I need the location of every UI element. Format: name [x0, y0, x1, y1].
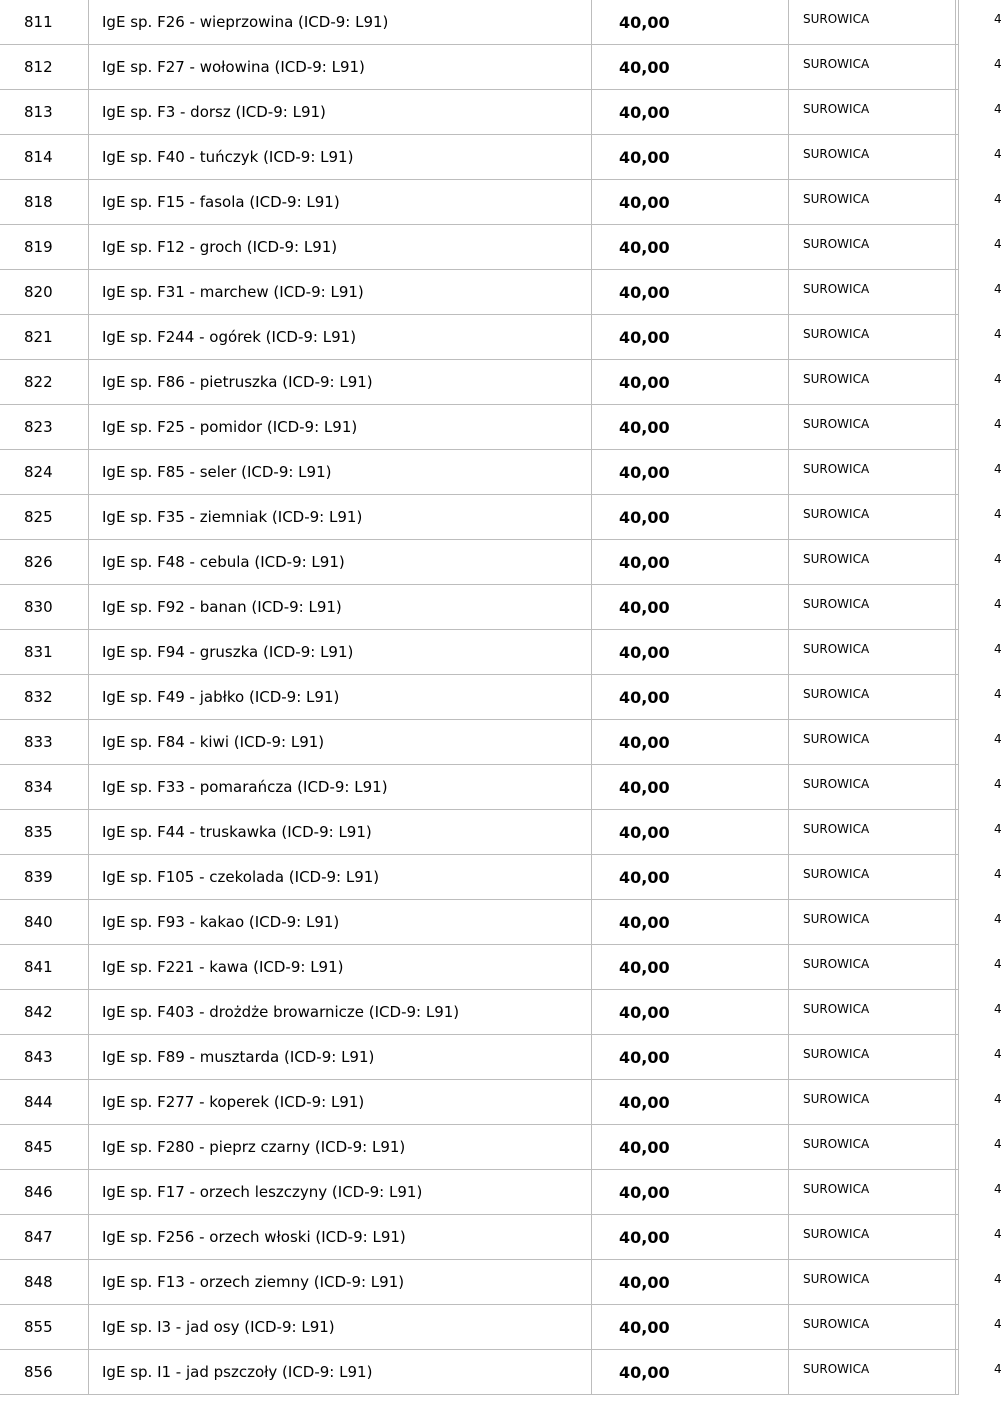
test-days-cell: [956, 180, 1002, 225]
test-material: SUROWICA: [803, 1182, 870, 1196]
test-material-cell: [789, 765, 956, 810]
test-material: SUROWICA: [803, 822, 870, 836]
test-material-cell: [789, 0, 956, 45]
test-days: 4: [994, 327, 1002, 341]
test-code: 820: [0, 270, 89, 315]
test-material: SUROWICA: [803, 57, 870, 71]
test-price: 40,00: [592, 765, 789, 810]
test-days-cell: [956, 1350, 1002, 1395]
test-days: 4: [994, 1047, 1002, 1061]
test-days-cell: [956, 990, 1002, 1035]
test-name: IgE sp. F26 - wieprzowina (ICD-9: L91): [89, 0, 592, 45]
test-material-cell: [789, 1170, 956, 1215]
test-code: 848: [0, 1260, 89, 1305]
test-name: IgE sp. F221 - kawa (ICD-9: L91): [89, 945, 592, 990]
test-days: 4: [994, 1362, 1002, 1376]
test-price: 40,00: [592, 360, 789, 405]
test-price: 40,00: [592, 1170, 789, 1215]
test-price: 40,00: [592, 1125, 789, 1170]
test-material-cell: [789, 1125, 956, 1170]
test-price: 40,00: [592, 225, 789, 270]
test-material-cell: [789, 630, 956, 675]
table-row: [0, 765, 959, 810]
test-code: 842: [0, 990, 89, 1035]
test-material: SUROWICA: [803, 597, 870, 611]
test-price: 40,00: [592, 675, 789, 720]
test-days: 4: [994, 552, 1002, 566]
table-row: [0, 45, 959, 90]
table-row: [0, 315, 959, 360]
test-code: 814: [0, 135, 89, 180]
test-material-cell: [789, 990, 956, 1035]
test-name: IgE sp. F3 - dorsz (ICD-9: L91): [89, 90, 592, 135]
test-name: IgE sp. F244 - ogórek (ICD-9: L91): [89, 315, 592, 360]
test-name: IgE sp. F85 - seler (ICD-9: L91): [89, 450, 592, 495]
test-days-cell: [956, 270, 1002, 315]
test-code: 818: [0, 180, 89, 225]
test-price: 40,00: [592, 1215, 789, 1260]
test-days: 4: [994, 687, 1002, 701]
test-days: 4: [994, 192, 1002, 206]
table-row: [0, 450, 959, 495]
test-days-cell: [956, 1215, 1002, 1260]
test-material-cell: [789, 135, 956, 180]
test-days: 4: [994, 12, 1002, 26]
test-days-cell: [956, 540, 1002, 585]
test-material-cell: [789, 1305, 956, 1350]
test-material: SUROWICA: [803, 1227, 870, 1241]
test-material-cell: [789, 180, 956, 225]
test-material-cell: [789, 450, 956, 495]
test-material: SUROWICA: [803, 1002, 870, 1016]
table-row: [0, 630, 959, 675]
test-days: 4: [994, 1227, 1002, 1241]
test-code: 812: [0, 45, 89, 90]
test-days-cell: [956, 1260, 1002, 1305]
test-material: SUROWICA: [803, 1317, 870, 1331]
test-material-cell: [789, 1260, 956, 1305]
test-days: 4: [994, 642, 1002, 656]
test-price: 40,00: [592, 855, 789, 900]
test-material: SUROWICA: [803, 777, 870, 791]
test-material-cell: [789, 315, 956, 360]
test-name: IgE sp. F33 - pomarańcza (ICD-9: L91): [89, 765, 592, 810]
test-material-cell: [789, 810, 956, 855]
test-days-cell: [956, 630, 1002, 675]
test-code: 846: [0, 1170, 89, 1215]
test-days: 4: [994, 777, 1002, 791]
test-material-cell: [789, 720, 956, 765]
test-code: 835: [0, 810, 89, 855]
test-name: IgE sp. F403 - drożdże browarnicze (ICD-9: L91): [89, 990, 592, 1035]
test-code: 841: [0, 945, 89, 990]
test-name: IgE sp. F44 - truskawka (ICD-9: L91): [89, 810, 592, 855]
test-days-cell: [956, 810, 1002, 855]
test-days: 4: [994, 822, 1002, 836]
test-material: SUROWICA: [803, 372, 870, 386]
test-price: 40,00: [592, 0, 789, 45]
table-row: [0, 135, 959, 180]
test-code: 811: [0, 0, 89, 45]
test-price: 40,00: [592, 1035, 789, 1080]
test-code: 833: [0, 720, 89, 765]
table-row: [0, 0, 959, 45]
test-material-cell: [789, 855, 956, 900]
test-days: 4: [994, 462, 1002, 476]
test-name: IgE sp. F105 - czekolada (ICD-9: L91): [89, 855, 592, 900]
test-days: 4: [994, 1272, 1002, 1286]
test-code: 834: [0, 765, 89, 810]
test-price: 40,00: [592, 1080, 789, 1125]
test-code: 823: [0, 405, 89, 450]
test-material: SUROWICA: [803, 1092, 870, 1106]
test-price: 40,00: [592, 1350, 789, 1395]
test-days: 4: [994, 372, 1002, 386]
table-row: [0, 900, 959, 945]
test-name: IgE sp. F35 - ziemniak (ICD-9: L91): [89, 495, 592, 540]
test-name: IgE sp. F277 - koperek (ICD-9: L91): [89, 1080, 592, 1125]
test-material: SUROWICA: [803, 732, 870, 746]
test-price: 40,00: [592, 270, 789, 315]
test-name: IgE sp. F94 - gruszka (ICD-9: L91): [89, 630, 592, 675]
table-row: [0, 1350, 959, 1395]
test-price: 40,00: [592, 180, 789, 225]
test-price: 40,00: [592, 90, 789, 135]
test-name: IgE sp. F280 - pieprz czarny (ICD-9: L91): [89, 1125, 592, 1170]
test-name: IgE sp. F84 - kiwi (ICD-9: L91): [89, 720, 592, 765]
table-row: [0, 270, 959, 315]
test-price: 40,00: [592, 495, 789, 540]
test-days-cell: [956, 855, 1002, 900]
test-material: SUROWICA: [803, 417, 870, 431]
table-row: [0, 1260, 959, 1305]
test-days: 4: [994, 1092, 1002, 1106]
test-days-cell: [956, 675, 1002, 720]
test-name: IgE sp. F17 - orzech leszczyny (ICD-9: L91): [89, 1170, 592, 1215]
test-days-cell: [956, 450, 1002, 495]
test-days: 4: [994, 417, 1002, 431]
test-days-cell: [956, 0, 1002, 45]
test-code: 826: [0, 540, 89, 585]
table-row: [0, 360, 959, 405]
test-days-cell: [956, 1035, 1002, 1080]
test-material-cell: [789, 900, 956, 945]
table-row: [0, 1125, 959, 1170]
test-price: 40,00: [592, 810, 789, 855]
test-days: 4: [994, 147, 1002, 161]
test-days: 4: [994, 912, 1002, 926]
test-material-cell: [789, 225, 956, 270]
test-material: SUROWICA: [803, 237, 870, 251]
test-days-cell: [956, 405, 1002, 450]
test-days: 4: [994, 1317, 1002, 1331]
test-material-cell: [789, 495, 956, 540]
test-name: IgE sp. F48 - cebula (ICD-9: L91): [89, 540, 592, 585]
test-days-cell: [956, 1170, 1002, 1215]
table-row: [0, 1035, 959, 1080]
test-material-cell: [789, 45, 956, 90]
test-material-cell: [789, 1215, 956, 1260]
test-material: SUROWICA: [803, 1137, 870, 1151]
table-row: [0, 990, 959, 1035]
test-name: IgE sp. F40 - tuńczyk (ICD-9: L91): [89, 135, 592, 180]
test-price: 40,00: [592, 585, 789, 630]
table-row: [0, 810, 959, 855]
test-days: 4: [994, 597, 1002, 611]
test-price: 40,00: [592, 900, 789, 945]
test-name: IgE sp. F27 - wołowina (ICD-9: L91): [89, 45, 592, 90]
test-name: IgE sp. F93 - kakao (ICD-9: L91): [89, 900, 592, 945]
test-name: IgE sp. I1 - jad pszczoły (ICD-9: L91): [89, 1350, 592, 1395]
test-material: SUROWICA: [803, 147, 870, 161]
test-material-cell: [789, 1035, 956, 1080]
table-row: [0, 720, 959, 765]
test-days-cell: [956, 360, 1002, 405]
test-name: IgE sp. I3 - jad osy (ICD-9: L91): [89, 1305, 592, 1350]
test-material: SUROWICA: [803, 1272, 870, 1286]
table-row: [0, 1305, 959, 1350]
test-name: IgE sp. F49 - jabłko (ICD-9: L91): [89, 675, 592, 720]
test-material: SUROWICA: [803, 12, 870, 26]
test-days-cell: [956, 1305, 1002, 1350]
test-code: 830: [0, 585, 89, 630]
test-days-cell: [956, 585, 1002, 630]
test-days-cell: [956, 45, 1002, 90]
test-material: SUROWICA: [803, 1362, 870, 1376]
test-code: 844: [0, 1080, 89, 1125]
test-days-cell: [956, 1125, 1002, 1170]
table-row: [0, 405, 959, 450]
test-material-cell: [789, 675, 956, 720]
table-row: [0, 855, 959, 900]
table-row: [0, 495, 959, 540]
test-price: 40,00: [592, 720, 789, 765]
test-days-cell: [956, 90, 1002, 135]
test-material: SUROWICA: [803, 1047, 870, 1061]
test-material-cell: [789, 90, 956, 135]
test-days-cell: [956, 720, 1002, 765]
test-code: 856: [0, 1350, 89, 1395]
test-days-cell: [956, 765, 1002, 810]
test-material-cell: [789, 360, 956, 405]
test-material: SUROWICA: [803, 687, 870, 701]
test-code: 855: [0, 1305, 89, 1350]
test-material: SUROWICA: [803, 462, 870, 476]
test-code: 831: [0, 630, 89, 675]
test-days: 4: [994, 507, 1002, 521]
test-name: IgE sp. F13 - orzech ziemny (ICD-9: L91): [89, 1260, 592, 1305]
table-row: [0, 180, 959, 225]
test-material-cell: [789, 585, 956, 630]
test-days: 4: [994, 57, 1002, 71]
test-days: 4: [994, 102, 1002, 116]
table-row: [0, 1215, 959, 1260]
test-name: IgE sp. F15 - fasola (ICD-9: L91): [89, 180, 592, 225]
test-code: 824: [0, 450, 89, 495]
table-row: [0, 540, 959, 585]
test-name: IgE sp. F92 - banan (ICD-9: L91): [89, 585, 592, 630]
test-days-cell: [956, 1080, 1002, 1125]
table-row: [0, 585, 959, 630]
test-material-cell: [789, 1350, 956, 1395]
test-material-cell: [789, 945, 956, 990]
test-name: IgE sp. F256 - orzech włoski (ICD-9: L91): [89, 1215, 592, 1260]
test-material: SUROWICA: [803, 642, 870, 656]
test-price: 40,00: [592, 315, 789, 360]
test-days-cell: [956, 495, 1002, 540]
test-name: IgE sp. F86 - pietruszka (ICD-9: L91): [89, 360, 592, 405]
test-material: SUROWICA: [803, 327, 870, 341]
test-price: 40,00: [592, 1260, 789, 1305]
test-days: 4: [994, 957, 1002, 971]
test-code: 845: [0, 1125, 89, 1170]
test-days: 4: [994, 282, 1002, 296]
test-code: 819: [0, 225, 89, 270]
table-row: [0, 675, 959, 720]
test-code: 822: [0, 360, 89, 405]
test-days: 4: [994, 1182, 1002, 1196]
test-price: 40,00: [592, 450, 789, 495]
test-name: IgE sp. F12 - groch (ICD-9: L91): [89, 225, 592, 270]
test-code: 813: [0, 90, 89, 135]
test-name: IgE sp. F89 - musztarda (ICD-9: L91): [89, 1035, 592, 1080]
test-days: 4: [994, 237, 1002, 251]
test-price: 40,00: [592, 630, 789, 675]
table-row: [0, 945, 959, 990]
test-code: 825: [0, 495, 89, 540]
test-material: SUROWICA: [803, 552, 870, 566]
test-days-cell: [956, 135, 1002, 180]
test-material: SUROWICA: [803, 867, 870, 881]
test-days-cell: [956, 225, 1002, 270]
table-row: [0, 90, 959, 135]
test-material-cell: [789, 540, 956, 585]
test-price: 40,00: [592, 135, 789, 180]
test-material-cell: [789, 270, 956, 315]
test-days: 4: [994, 1002, 1002, 1016]
test-name: IgE sp. F31 - marchew (ICD-9: L91): [89, 270, 592, 315]
test-material-cell: [789, 405, 956, 450]
test-price: 40,00: [592, 990, 789, 1035]
test-price: 40,00: [592, 540, 789, 585]
test-code: 840: [0, 900, 89, 945]
test-code: 832: [0, 675, 89, 720]
table-row: [0, 225, 959, 270]
test-code: 821: [0, 315, 89, 360]
test-material: SUROWICA: [803, 957, 870, 971]
test-material-cell: [789, 1080, 956, 1125]
test-price: 40,00: [592, 945, 789, 990]
test-price: 40,00: [592, 405, 789, 450]
test-material: SUROWICA: [803, 102, 870, 116]
test-material: SUROWICA: [803, 282, 870, 296]
test-price: 40,00: [592, 1305, 789, 1350]
test-days-cell: [956, 900, 1002, 945]
test-price: 40,00: [592, 45, 789, 90]
test-code: 839: [0, 855, 89, 900]
test-days: 4: [994, 732, 1002, 746]
test-code: 843: [0, 1035, 89, 1080]
test-material: SUROWICA: [803, 912, 870, 926]
test-code: 847: [0, 1215, 89, 1260]
test-days-cell: [956, 945, 1002, 990]
table-row: [0, 1170, 959, 1215]
test-material: SUROWICA: [803, 192, 870, 206]
test-days: 4: [994, 867, 1002, 881]
test-days-cell: [956, 315, 1002, 360]
test-name: IgE sp. F25 - pomidor (ICD-9: L91): [89, 405, 592, 450]
test-material: SUROWICA: [803, 507, 870, 521]
test-days: 4: [994, 1137, 1002, 1151]
table-row: [0, 1080, 959, 1125]
